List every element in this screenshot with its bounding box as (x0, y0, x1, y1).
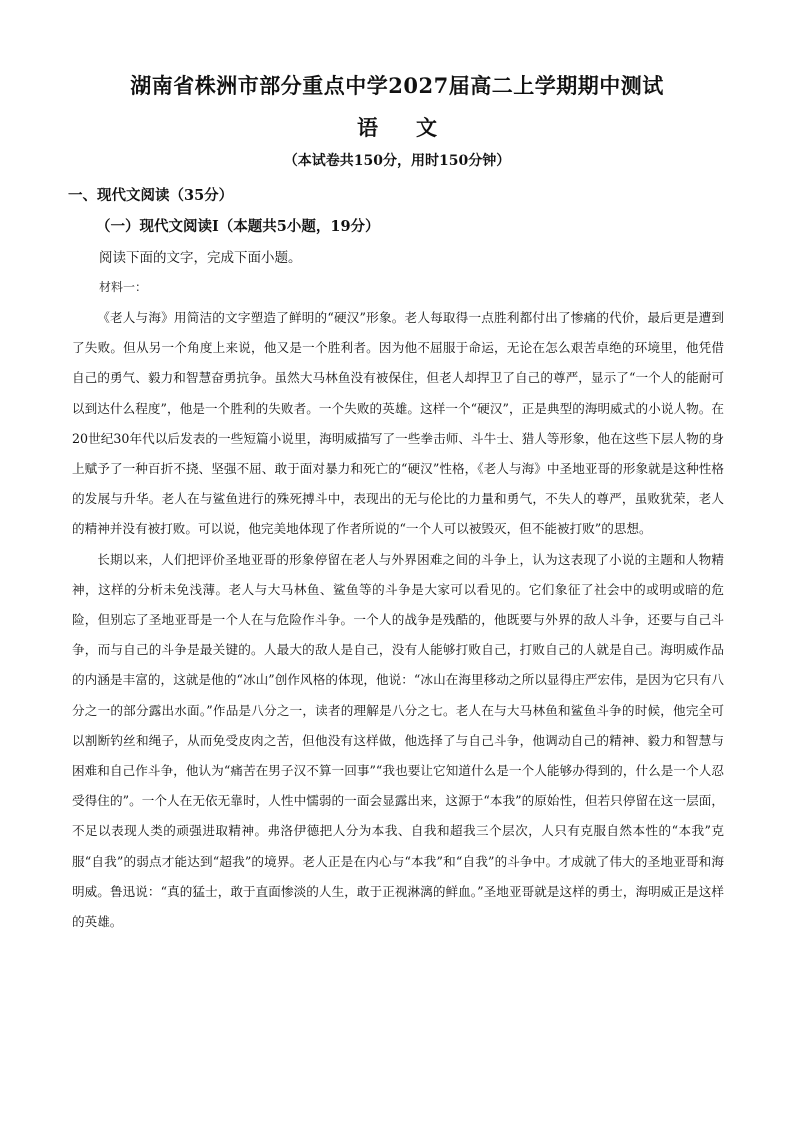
exam-note: （本试卷共150分，用时150分钟） (283, 153, 511, 169)
passage-body (72, 303, 724, 937)
material-label: 材料一： (99, 280, 148, 294)
exam-title: 湖南省株洲市部分重点中学2027届高二上学期期中测试 (130, 73, 664, 98)
passage-paragraph: 长期以来，人们把评价圣地亚哥的形象停留在老人与外界困难之间的斗争上，认为这表现了小说的主题和人物精神，这样的分析未免浅薄。老人与大马林鱼、鲨鱼等的斗争是大家可以看见的。它们象征了社会中的或明或暗的危险，但别忘了圣地亚哥是一个人在与危险作斗争。一个人的战争是残酷的，他既要与外界的敌人斗争，还要与自己斗争，而与自己的斗争是最关键的。人最大的敌人是自己，没有人能够打败自己，打败自己的人就是自己。海明威作品的内涵是丰富的，这就是他的“冰山”创作风格的体现，他说：“冰山在海里移动之所以显得庄严宏伟，是因为它只有八分之一的部分露出水面。”作品是八分之一，读者的理解是八分之七。老人在与大马林鱼和鲨鱼斗争的时候，他完全可以割断钓丝和绳子，从而免受皮肉之苦，但他没有这样做，他选择了与自己斗争，他调动自己的精神、毅力和智慧与困难和自己作斗争，他认为“痛苦在男子汉不算一回事”“我也要让它知道什么是一个人能够办得到的，什么是一个人忍受得住的”。一个人在无依无靠时，人性中懦弱的一面会显露出来，这源于“本我”的原始性，但若只停留在这一层面，不足以表现人类的顽强进取精神。弗洛伊德把人分为本我、自我和超我三个层次，人只有克服自然本性的“本我”克服“自我”的弱点才能达到“超我”的境界。老人正是在内心与“本我”和“自我”的斗争中。才成就了伟大的圣地亚哥和海明威。鲁迅说：“真的猛士，敢于直面惨淡的人生，敢于正视淋漓的鲜血。”圣地亚哥就是这样的勇士，海明威正是这样的英雄。 (72, 551, 724, 930)
subject-heading: 语文 (357, 115, 475, 140)
section-heading: 一、现代文阅读（35分） (68, 187, 234, 204)
subsection-heading: （一）现代文阅读Ⅰ（本题共5小题，19分） (96, 218, 380, 235)
passage-paragraph: 《老人与海》用简洁的文字塑造了鲜明的“硬汉”形象。老人每取得一点胜利都付出了惨痛的代价，最后更是遭到了失败。但从另一个角度上来说，他又是一个胜利者。因为他不屈服于命运，无论在怎么艰苦卓绝的环境里，他凭借自己的勇气、毅力和智慧奋勇抗争。虽然大马林鱼没有被保住，但老人却捍卫了自己的尊严，显示了“一个人的能耐可以到达什么程度”，他是一个胜利的失败者。一个失败的英雄。这样一个“硬汉”，正是典型的海明威式的小说人物。在20世纪30年代以后发表的一些短篇小说里，海明威描写了一些拳击师、斗牛士、猎人等形象，他在这些下层人物的身上赋予了一种百折不挠、坚强不屈、敢于面对暴力和死亡的“硬汉”性格，《老人与海》中圣地亚哥的形象就是这种性格的发展与升华。老人在与鲨鱼进行的殊死搏斗中，表现出的无与伦比的力量和勇气，不失人的尊严，虽败犹荣，老人的精神并没有被打败。可以说，他完美地体现了作者所说的“一个人可以被毁灭，但不能被打败”的思想。 (72, 310, 724, 537)
reading-instruction: 阅读下面的文字，完成下面小题。 (99, 250, 302, 266)
